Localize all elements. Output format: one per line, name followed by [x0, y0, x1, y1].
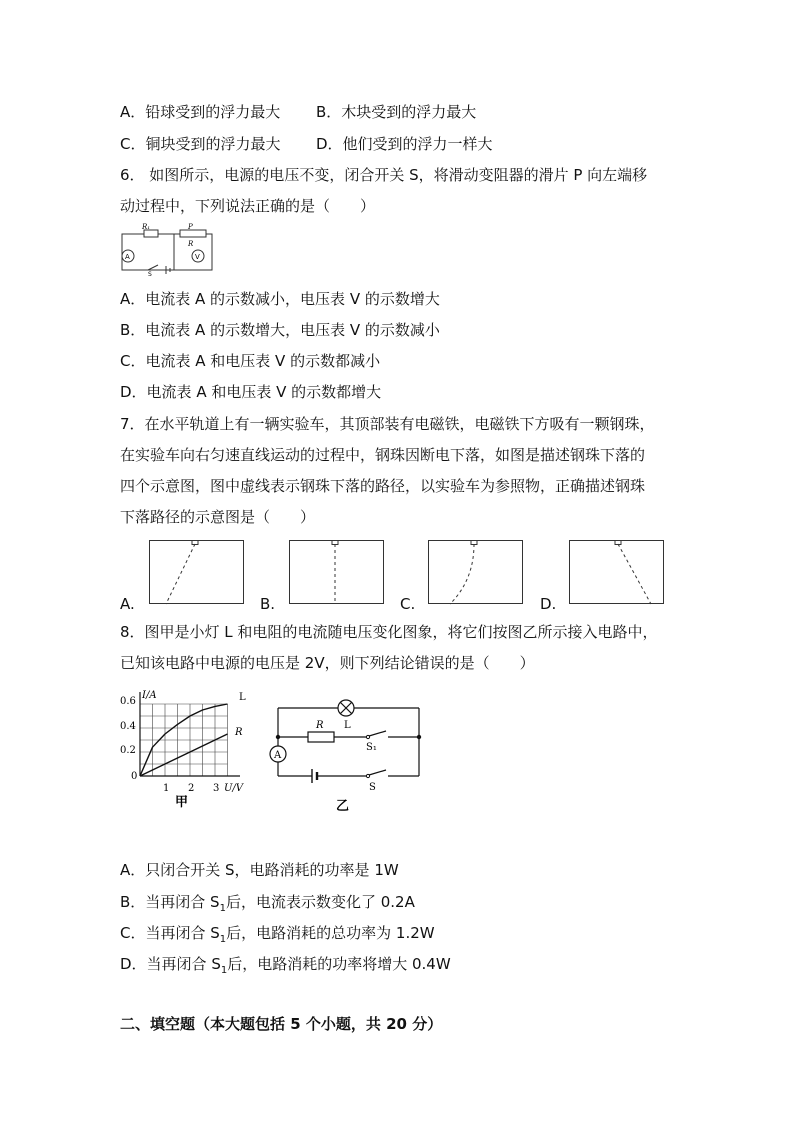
q8-option-c: C．当再闭合 $S_1$后，电路消耗的总功率为 1.2W [120, 924, 435, 945]
circuit-label-s1: S₁ [366, 742, 377, 753]
q7-label-c: C. [400, 595, 416, 613]
y-tick-label: 0.6 [120, 696, 136, 707]
q8-graph-jia [118, 688, 258, 808]
q6-fig-label-p: P [188, 223, 193, 231]
y-tick-label: 0.4 [120, 721, 136, 732]
q6-fig-voltmeter: V [195, 253, 200, 261]
q6-option-b: B．电流表 A 的示数增大，电压表 V 的示数减小 [120, 321, 440, 339]
lamp-icon [338, 700, 354, 716]
q7-label-d: D. [540, 595, 557, 613]
x-tick-label: 1 [163, 783, 170, 794]
q7-label-b: B. [260, 595, 276, 613]
circuit-caption: 乙 [336, 799, 350, 814]
graph-x-label: U/V [224, 783, 244, 794]
q7-diagram-b [289, 540, 385, 606]
circuit-label-s: S [369, 782, 376, 793]
q8-option-b: B．当再闭合 $S_1$后，电流表示数变化了 0.2A [120, 893, 415, 914]
q8-option-d: D．当再闭合 $S_1$后，电路消耗的功率将增大 0.4W [120, 955, 451, 976]
q7-label-a: A. [120, 595, 135, 613]
curve-label-l: L [239, 692, 246, 703]
q5-option-b: B．木块受到的浮力最大 [316, 103, 477, 121]
x-tick-label: 3 [213, 783, 220, 794]
y-tick-label: 0.2 [120, 745, 136, 756]
q8-stem-line2: 已知该电路中电源的电压是 2V，则下列结论错误的是（ ） [120, 654, 535, 672]
y-tick-label: 0 [131, 771, 138, 782]
q6-stem-line2: 动过程中，下列说法正确的是（ ） [120, 197, 376, 215]
q6-fig-ammeter: A [125, 253, 130, 261]
circuit-label-l: L [344, 720, 351, 731]
q6-option-a: A．电流表 A 的示数减小，电压表 V 的示数增大 [120, 290, 440, 308]
q6-fig-switch-label: S [148, 271, 152, 278]
q6-fig-label-r1: R₁ [142, 223, 151, 231]
q6-circuit-figure [118, 223, 218, 278]
q6-fig-label-r: R [188, 240, 194, 248]
resistor-icon [308, 732, 334, 742]
q5-option-a: A．铅球受到的浮力最大 [120, 103, 281, 121]
ammeter-icon [270, 746, 286, 762]
q7-stem-line2: 在实验车向右匀速直线运动的过程中，钢珠因断电下落，如图是描述钢珠下落的 [120, 446, 646, 464]
x-tick-label: 2 [188, 783, 195, 794]
q6-stem-line1: 6． 如图所示，电源的电压不变，闭合开关 S，将滑动变阻器的滑片 P 向左端移 [120, 166, 648, 184]
circuit-label-r: R [316, 720, 324, 731]
switch-s1-icon [369, 731, 386, 736]
q6-option-c: C．电流表 A 和电压表 V 的示数都减小 [120, 352, 381, 370]
battery-icon [312, 769, 317, 783]
graph-caption: 甲 [175, 795, 189, 810]
graph-y-label: I/A [142, 690, 157, 701]
q8-stem-line1: 8．图甲是小灯 L 和电阻的电流随电压变化图象，将它们按图乙所示接入电路中， [120, 623, 658, 641]
q6-option-d: D．电流表 A 和电压表 V 的示数都增大 [120, 383, 382, 401]
q8-option-a: A．只闭合开关 S，电路消耗的功率是 1W [120, 861, 399, 879]
switch-s-icon [369, 770, 386, 775]
q7-diagram-a [149, 540, 245, 606]
q7-stem-line1: 7．在水平轨道上有一辆实验车，其顶部装有电磁铁，电磁铁下方吸有一颗钢珠， [120, 415, 655, 433]
section-heading-fill-in: 二、填空题（本大题包括 5 个小题，共 20 分） [120, 1015, 443, 1033]
q7-diagram-c [428, 540, 524, 606]
q7-diagram-d [569, 540, 665, 606]
q7-stem-line4: 下落路径的示意图是（ ） [120, 508, 316, 526]
svg-text:A: A [274, 750, 282, 761]
q8-circuit-yi [266, 688, 426, 814]
curve-label-r: R [235, 727, 243, 738]
q5-option-d: D．他们受到的浮力一样大 [316, 135, 493, 153]
q7-stem-line3: 四个示意图，图中虚线表示钢珠下落的路径，以实验车为参照物，正确描述钢珠 [120, 477, 646, 495]
q5-option-c: C．铜块受到的浮力最大 [120, 135, 281, 153]
